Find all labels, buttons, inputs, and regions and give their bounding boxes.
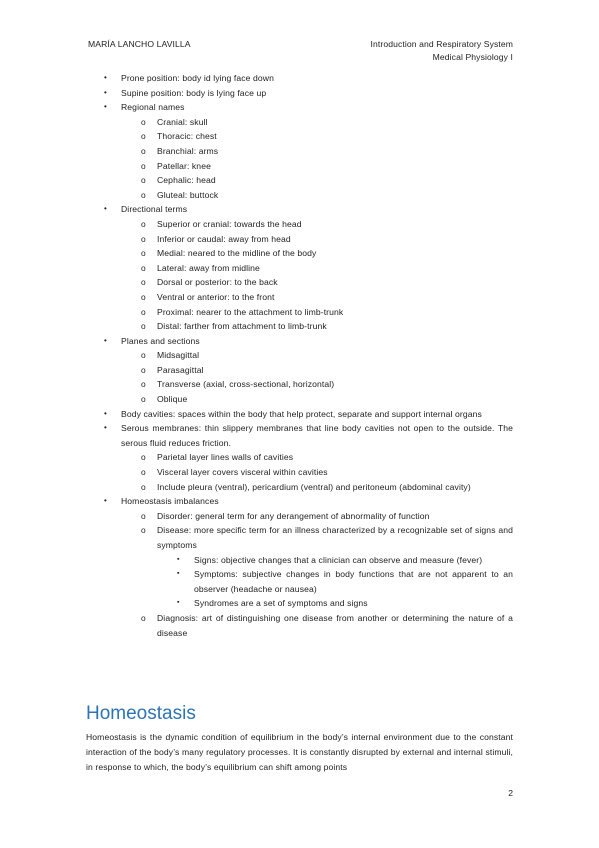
list-item-text: Homeostasis imbalances (121, 496, 219, 507)
list-marker: • (104, 87, 107, 97)
list-marker: o (141, 218, 146, 229)
list-item (0, 232, 599, 247)
list-item-text: Cranial: skull (157, 116, 208, 127)
list-marker: o (141, 145, 146, 156)
list-marker: • (104, 496, 107, 506)
list-item (0, 86, 599, 101)
list-marker: • (104, 102, 107, 112)
list-item (0, 421, 599, 450)
list-item-text: Regional names (121, 102, 185, 113)
list-item-text: Body cavities: spaces within the body that help protect, separate and support internal organs (121, 408, 482, 419)
list-item (0, 407, 599, 422)
header-title (371, 38, 514, 64)
list-item (0, 494, 599, 509)
list-item-text: Parasagittal (157, 364, 204, 375)
list-item-text: Gluteal: buttock (157, 189, 219, 200)
list-item (0, 100, 599, 115)
list-item-text: Prone position: body id lying face down (121, 73, 274, 83)
list-item (0, 261, 599, 276)
list-marker: o (141, 510, 146, 521)
list-item (0, 202, 599, 217)
list-item-text: Supine position: body is lying face up (121, 87, 267, 98)
list-marker: o (141, 116, 146, 127)
list-marker: o (141, 189, 146, 200)
section-heading: Homeostasis (86, 703, 196, 724)
list-item (0, 188, 599, 203)
list-item (0, 173, 599, 188)
list-marker: o (141, 175, 146, 186)
list-item-text: Signs: objective changes that a clinician can observe and measure (fever) (194, 554, 483, 565)
list-marker: o (141, 248, 146, 259)
list-item (0, 115, 599, 130)
list-marker: ▪ (177, 599, 180, 607)
list-item (0, 611, 599, 640)
list-marker: o (141, 291, 146, 302)
list-item (0, 553, 599, 568)
list-item (0, 159, 599, 174)
list-item (0, 217, 599, 232)
list-item-text: Directional terms (121, 204, 188, 215)
section-paragraph: Homeostasis is the dynamic condition of equilibrium in the body’s internal environment due to the constant interaction of the body’s many regulatory processes. It is constantly disrupted by external and internal stimuli, in response to which, the body’s equilibrium can shift among points (86, 732, 513, 773)
list-marker: • (104, 73, 107, 82)
list-item-text: Diagnosis: art of distinguishing one disease from another or determining the nature of a disease (157, 612, 513, 638)
list-item (0, 348, 599, 363)
list-item-text: Cephalic: head (157, 175, 216, 186)
list-item-text: Superior or cranial: towards the head (157, 218, 302, 229)
list-item (0, 567, 599, 596)
list-marker: o (141, 467, 146, 478)
list-item (0, 71, 599, 86)
header-title-line2: Medical Physiology I (432, 52, 513, 62)
list-item-text: Symptoms: subjective changes in body functions that are not apparent to an observer (headache or nausea) (194, 569, 513, 594)
list-marker: • (104, 204, 107, 214)
list-item (0, 275, 599, 290)
list-item (0, 334, 599, 349)
list-item-text: Include pleura (ventral), pericardium (ventral) and peritoneum (abdominal cavity) (157, 481, 471, 492)
list-item-text: Medial: neared to the midline of the body (157, 248, 317, 259)
list-item (0, 392, 599, 407)
list-item (0, 465, 599, 480)
list-marker: • (104, 335, 107, 345)
list-marker: o (141, 364, 146, 375)
list-item-text: Midsagittal (157, 350, 200, 361)
list-item (0, 290, 599, 305)
list-item (0, 246, 599, 261)
list-marker: o (141, 394, 146, 405)
list-marker: • (104, 408, 107, 418)
list-item-text: Planes and sections (121, 335, 200, 346)
list-item (0, 363, 599, 378)
list-item (0, 144, 599, 159)
list-item-text: Serous membranes: thin slippery membranes that line body cavities not open to the outside. The serous fluid reduces friction. (121, 423, 513, 448)
list-marker: o (141, 262, 146, 273)
list-marker: o (141, 160, 146, 171)
list-item-text: Parietal layer lines walls of cavities (157, 452, 294, 463)
list-item (0, 509, 599, 524)
list-item (0, 305, 599, 320)
list-item-text: Ventral or anterior: to the front (157, 291, 275, 302)
list-item-text: Visceral layer covers visceral within cavities (157, 467, 328, 478)
list-item-text: Disease: more specific term for an illness characterized by a recognizable set of signs and symptoms (157, 525, 513, 550)
list-marker: o (141, 131, 146, 142)
list-marker: ▪ (177, 570, 180, 578)
outline-list (0, 71, 599, 640)
list-item-text: Proximal: nearer to the attachment to limb-trunk (157, 306, 344, 317)
list-item-text: Oblique (157, 394, 188, 405)
list-marker: o (141, 277, 146, 288)
list-item-text: Thoracic: chest (157, 131, 217, 142)
list-marker: o (141, 481, 146, 492)
list-item (0, 319, 599, 334)
list-marker: o (141, 306, 146, 317)
list-item (0, 523, 599, 552)
list-item-text: Distal: farther from attachment to limb-trunk (157, 321, 327, 332)
list-marker: o (141, 452, 146, 463)
list-marker: o (141, 321, 146, 332)
list-item-text: Syndromes are a set of symptoms and signs (194, 598, 368, 609)
list-marker: o (141, 233, 146, 244)
header-author: MARÍA LANCHO LAVILLA (88, 39, 191, 49)
list-item-text: Transverse (axial, cross-sectional, horizontal) (157, 379, 335, 390)
list-marker: o (141, 350, 146, 361)
list-item-text: Disorder: general term for any derangement of abnormality of function (157, 510, 430, 521)
list-item (0, 377, 599, 392)
list-item-text: Lateral: away from midline (157, 262, 260, 273)
list-item (0, 129, 599, 144)
list-marker: • (104, 423, 107, 433)
list-item (0, 596, 599, 611)
header-title-line1: Introduction and Respiratory System (370, 39, 513, 49)
list-item-text: Dorsal or posterior: to the back (157, 277, 278, 288)
list-marker: o (141, 379, 146, 390)
list-marker: o (141, 612, 146, 623)
page-number: 2 (508, 788, 513, 798)
list-marker: o (141, 525, 146, 536)
list-item-text: Inferior or caudal: away from head (157, 233, 291, 244)
list-item (0, 480, 599, 495)
list-item-text: Patellar: knee (157, 160, 211, 171)
list-item-text: Branchial: arms (157, 145, 219, 156)
list-item (0, 450, 599, 465)
list-marker: ▪ (177, 555, 180, 563)
